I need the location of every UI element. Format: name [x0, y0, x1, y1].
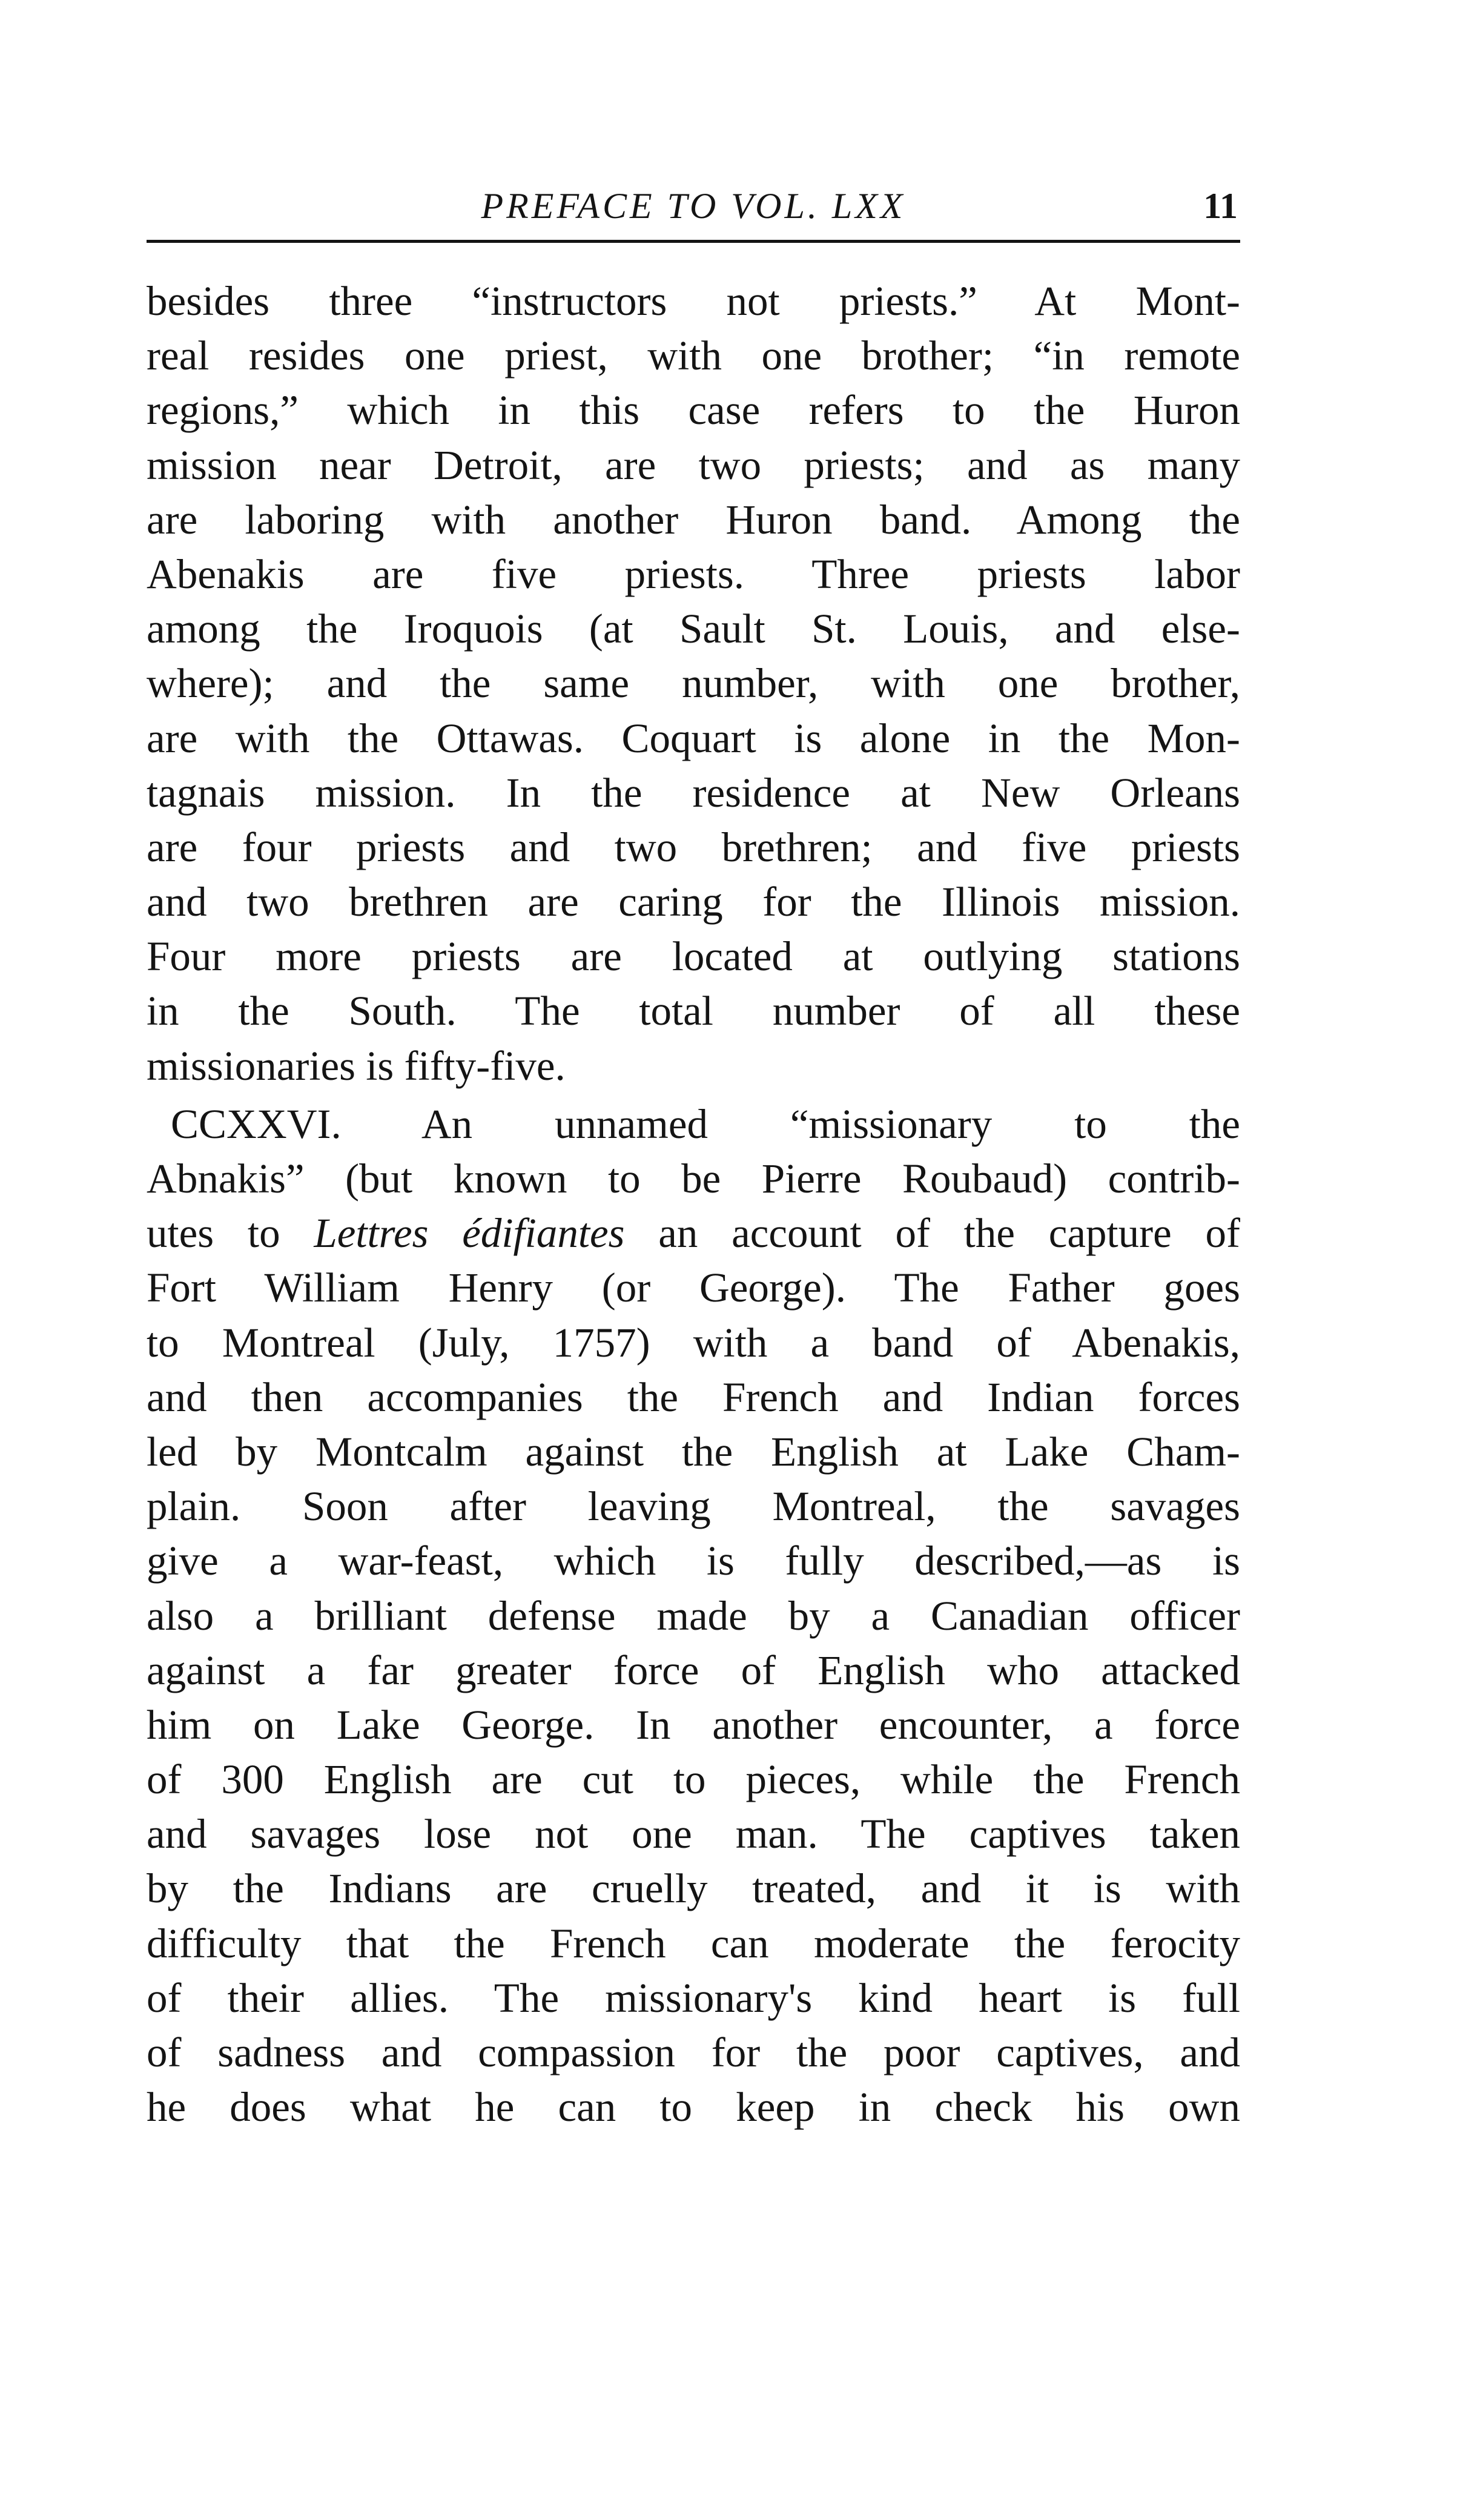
header-rule [147, 240, 1240, 243]
text-line: against a far greater force of English who attacked [147, 1647, 1240, 1693]
text-line: and then accompanies the French and Indian forces [147, 1374, 1240, 1420]
paragraph-2 [147, 1097, 1240, 2135]
text-line: are with the Ottawas. Coquart is alone in the Mon- [147, 715, 1240, 761]
text-run: utes to [147, 1210, 314, 1257]
page-number: 11 [1203, 186, 1238, 226]
text-line: also a brilliant defense made by a Canadian officer [147, 1592, 1240, 1639]
text-line: are four priests and two brethren; and five priests [147, 824, 1240, 870]
text-line: Fort William Henry (or George). The Father goes [147, 1265, 1240, 1311]
text-line: mission near Detroit, are two priests; and as many [147, 441, 1240, 488]
running-title: PREFACE TO VOL. LXX [481, 186, 906, 226]
text-line: Four more priests are located at outlying stations [147, 933, 1240, 980]
running-head [147, 182, 1240, 230]
text-line: and two brethren are caring for the Illinois mission. [147, 879, 1240, 925]
text-line: of 300 English are cut to pieces, while the French [147, 1756, 1240, 1803]
text-line: among the Iroquois (at Sault St. Louis, and else- [147, 606, 1240, 652]
text-run: an account of the capture of [624, 1210, 1240, 1257]
text-line: CCXXVI. An unnamed “missionary to the [171, 1100, 1240, 1147]
text-line: to Montreal (July, 1757) with a band of Abenakis, [147, 1319, 1240, 1366]
text-line: led by Montcalm against the English at Lake Cham- [147, 1428, 1240, 1475]
text-line: difficulty that the French can moderate the ferocity [147, 1920, 1240, 1966]
text-line: give a war-feast, which is fully described,—as is [147, 1538, 1240, 1584]
text-line: real resides one priest, with one brother; “in remote [147, 332, 1240, 379]
text-line: where); and the same number, with one brother, [147, 660, 1240, 707]
text-line: Abnakis” (but known to be Pierre Roubaud) contrib- [147, 1156, 1240, 1202]
text-line: in the South. The total number of all these [147, 988, 1240, 1034]
text-line: of their allies. The missionary's kind heart is full [147, 1974, 1240, 2021]
text-line: and savages lose not one man. The captives taken [147, 1811, 1240, 1857]
text-line [147, 1206, 1240, 1260]
text-line: are laboring with another Huron band. Among the [147, 496, 1240, 543]
text-line: Abenakis are five priests. Three priests labor [147, 551, 1240, 597]
text-line: of sadness and compassion for the poor captives, and [147, 2029, 1240, 2075]
text-line: besides three “instructors not priests.” At Mont- [147, 278, 1240, 324]
text-line: missionaries is fifty-five. [147, 1042, 566, 1089]
paragraph-1 [147, 274, 1240, 1093]
text-line: him on Lake George. In another encounter, a force [147, 1701, 1240, 1748]
text-line: plain. Soon after leaving Montreal, the savages [147, 1483, 1240, 1530]
body-text [147, 274, 1240, 2134]
book-title-italic: Lettres édifiantes [314, 1210, 625, 1257]
text-line: tagnais mission. In the residence at New Orleans [147, 769, 1240, 816]
text-line: regions,” which in this case refers to the Huron [147, 387, 1240, 434]
text-line: he does what he can to keep in check his own [147, 2084, 1240, 2131]
text-line: by the Indians are cruelly treated, and it is with [147, 1865, 1240, 1912]
